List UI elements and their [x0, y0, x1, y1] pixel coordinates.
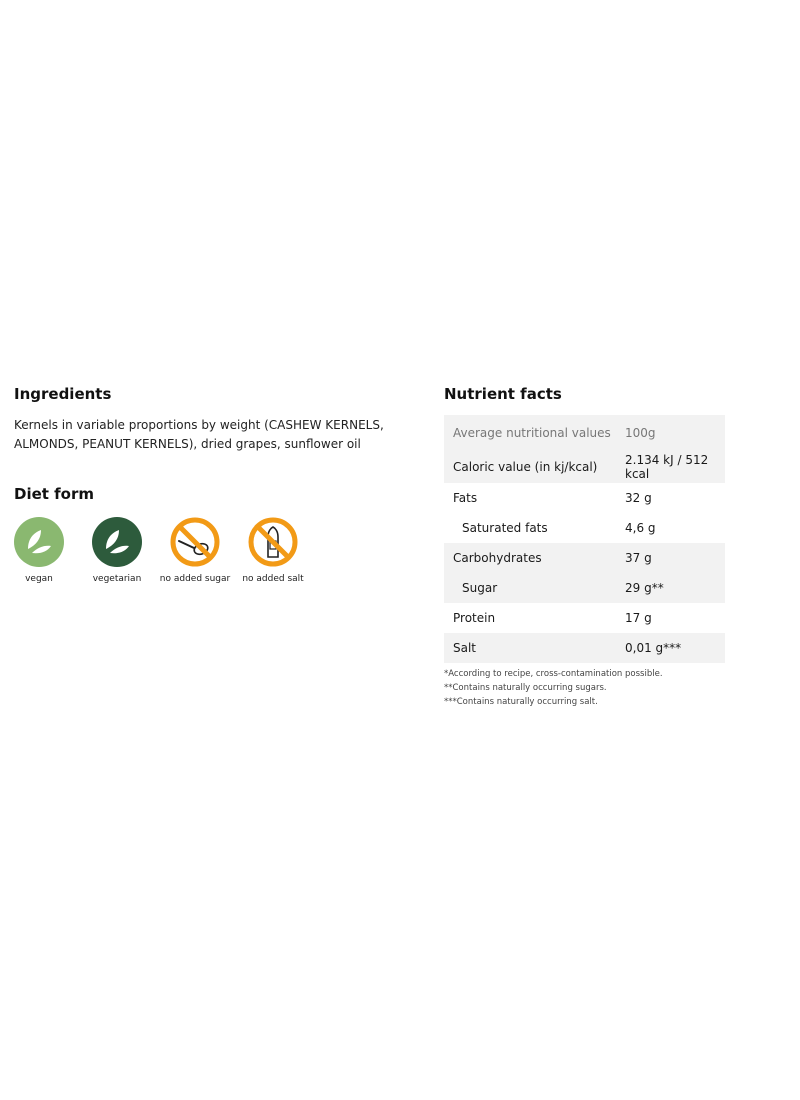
header-name: Average nutritional values [444, 415, 625, 451]
table-row [444, 543, 725, 573]
diet-item-vegetarian [92, 517, 142, 584]
table-row [444, 513, 725, 543]
table-header-row [444, 415, 725, 451]
header-value: 100g [625, 415, 725, 451]
row-name: Sugar [444, 573, 625, 603]
no-salt-icon [248, 517, 298, 567]
leaf-icon [92, 517, 142, 567]
row-name: Saturated fats [462, 521, 548, 535]
footnote: *According to recipe, cross-contamination possible. [444, 669, 663, 679]
table-row [444, 483, 725, 513]
nutrient-table [444, 415, 725, 663]
nutrient-facts-title: Nutrient facts [444, 385, 562, 403]
row-value: 17 g [625, 611, 652, 625]
row-value: 29 g** [625, 573, 725, 603]
diet-item-no-added-salt [242, 517, 304, 584]
table-row [444, 573, 725, 603]
diet-item-vegan [14, 517, 64, 584]
ingredients-title: Ingredients [14, 385, 112, 403]
table-row [444, 603, 725, 633]
no-sugar-icon [170, 517, 220, 567]
table-row [444, 633, 725, 663]
row-name: Salt [444, 633, 625, 663]
row-value: 37 g [625, 543, 725, 573]
row-value: 32 g [625, 491, 652, 505]
footnote: **Contains naturally occurring sugars. [444, 683, 607, 693]
ingredients-text: Kernels in variable proportions by weight (CASHEW KERNELS, ALMONDS, PEANUT KERNELS), dried grapes, sunflower oil [14, 418, 384, 451]
diet-item-no-added-sugar [159, 517, 231, 584]
leaf-icon [14, 517, 64, 567]
row-value: 4,6 g [625, 521, 656, 535]
diet-form-list [14, 517, 424, 584]
nutrient-section [444, 384, 744, 709]
footnotes [444, 667, 744, 709]
diet-label-vegetarian: vegetarian [92, 574, 142, 584]
row-name: Caloric value (in kj/kcal) [444, 451, 625, 483]
diet-label-no-added-sugar: no added sugar [159, 574, 231, 584]
table-row [444, 451, 725, 483]
diet-label-no-added-salt: no added salt [242, 574, 304, 584]
diet-label-vegan: vegan [25, 574, 53, 584]
diet-form-title: Diet form [14, 485, 95, 503]
row-value: 2.134 kJ / 512 kcal [625, 451, 725, 483]
row-name: Protein [453, 611, 496, 625]
row-value: 0,01 g*** [625, 633, 725, 663]
row-name: Carbohydrates [444, 543, 625, 573]
row-name: Fats [453, 491, 478, 505]
footnote: ***Contains naturally occurring salt. [444, 697, 598, 707]
ingredients-section [14, 384, 424, 584]
